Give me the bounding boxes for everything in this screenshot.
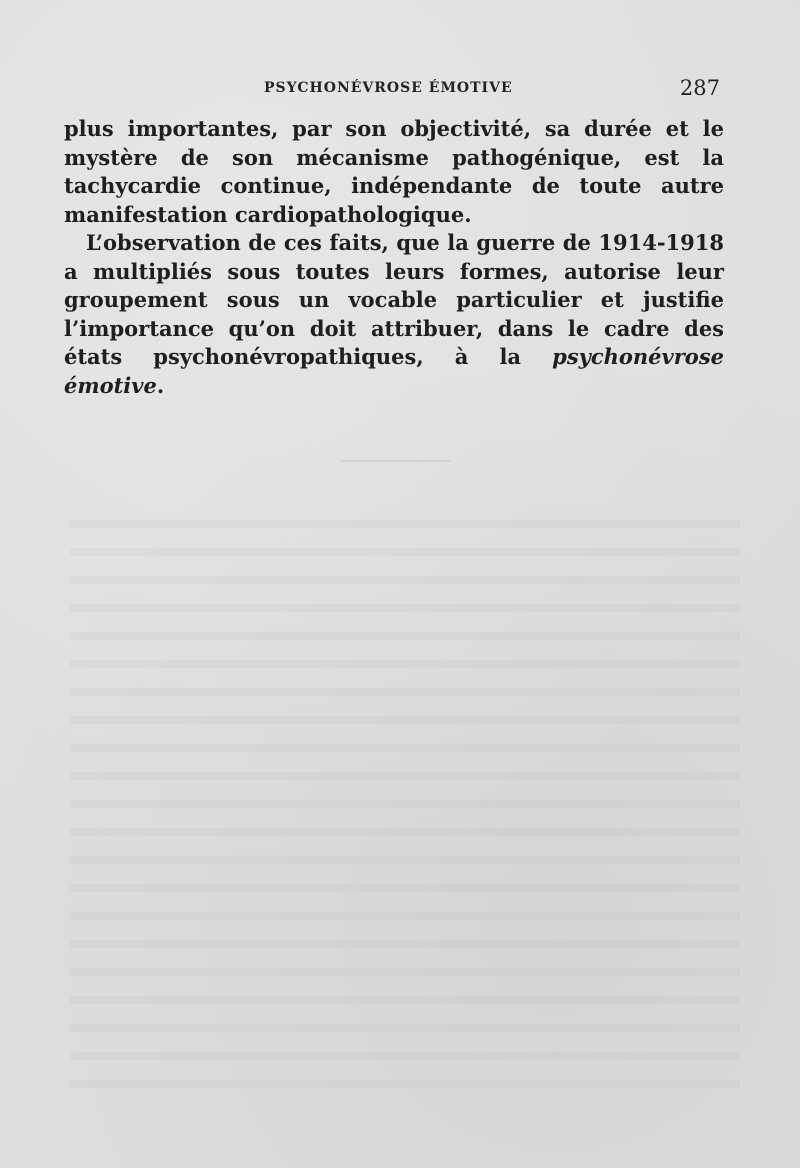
- show-through-rule: [340, 460, 450, 462]
- paragraph-2-emphasis: psychonévrose émotive: [64, 344, 724, 398]
- running-title: PSYCHONÉVROSE ÉMOTIVE: [264, 80, 513, 96]
- page-number: 287: [679, 76, 720, 100]
- paragraph-2-text: L’observation de ces faits, que la guerre de 1914-1918 a multipliés sous toutes leurs formes, autorise leur groupement sous un vocable particulier et justifie l’importance qu’on doit attribuer, dans le cadre des états psychonévropathiques, à la: [64, 230, 724, 369]
- body-text: [64, 115, 724, 400]
- page-header: [64, 76, 724, 102]
- show-through-texture: [70, 500, 740, 1108]
- paragraph-2: [64, 229, 724, 400]
- paragraph-1: plus importantes, par son objectivité, sa durée et le mystère de son mécanisme pathogénique, est la tachycardie continue, indépendante de toute autre manifestation cardiopathologique.: [64, 116, 724, 227]
- paragraph-2-end: .: [156, 372, 165, 398]
